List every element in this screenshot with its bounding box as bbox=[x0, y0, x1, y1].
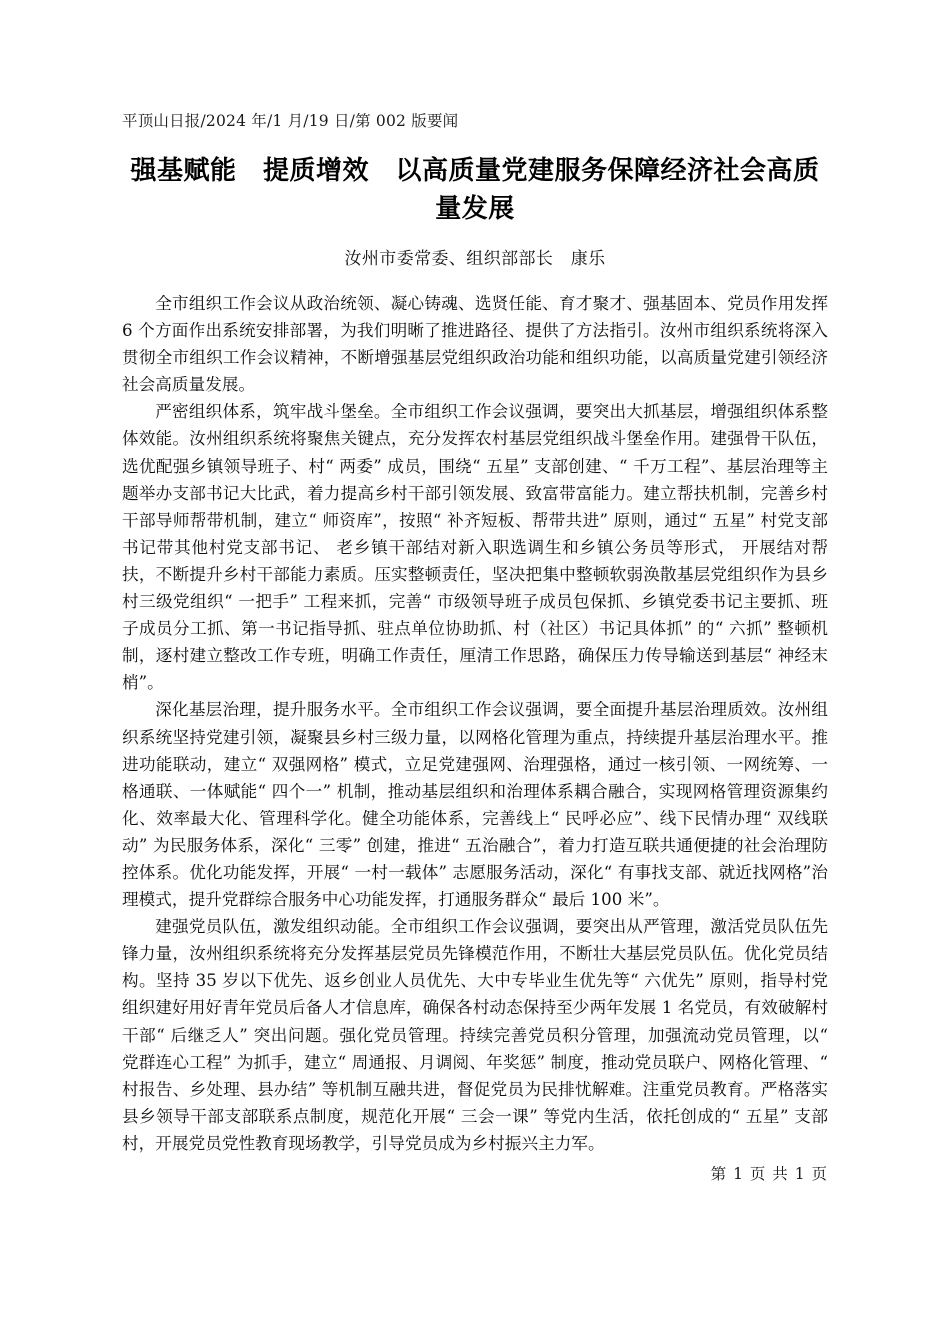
body-paragraph: 全市组织工作会议从政治统领、凝心铸魂、选贤任能、育才聚才、强基固本、党员作用发挥 6 个方面作出系统安排部署，为我们明晰了推进路径、提供了方法指引。汝州市组织系统将深入贯彻全市组织工作会议精神，不断增强基层党组织政治功能和组织功能，以高质量党建引领经济社会高质量发展。 bbox=[122, 294, 828, 395]
page-number-footer: 第 1 页 共 1 页 bbox=[710, 1165, 828, 1183]
article-body bbox=[122, 290, 828, 1157]
body-paragraph: 深化基层治理，提升服务水平。全市组织工作会议强调，要全面提升基层治理质效。汝州组织系统坚持党建引领，凝聚县乡村三级力量，以网格化管理为重点，持续提升基层治理水平。推进功能联动，建立“ 双强网格” 模式，立足党建强网、治理强格，通过一核引领、一网统筹、一格通联、一体赋能“ 四个一” 机制，推动基层组织和治理体系耦合融合，实现网格管理资源集约化、效率最大化、管理科学化。健全功能体系，完善线上“ 民呼必应”、线下民情办理“ 双线联动” 为民服务体系，深化“ 三零” 创建，推进“ 五治融合”，着力打造互联共通便捷的社会治理防控体系。优化功能发挥，开展“ 一村一载体” 志愿服务活动，深化“ 有事找支部、就近找网格”治理模式，提升党群综合服务中心功能发挥，打通服务群众“ 最后 100 米”。 bbox=[122, 700, 828, 910]
publication-source-line: 平顶山日报/2024 年/1 月/19 日/第 002 版要闻 bbox=[122, 112, 459, 130]
body-paragraph: 建强党员队伍，激发组织动能。全市组织工作会议强调，要突出从严管理，激活党员队伍先锋力量，汝州组织系统将充分发挥基层党员先锋模范作用，不断壮大基层党员队伍。优化党员结构。坚持 35 岁以下优先、返乡创业人员优先、大中专毕业生优先等“ 六优先” 原则，指导村党组织建好用好青年党员后备人才信息库，确保各村动态保持至少两年发展 1 名党员，有效破解村干部“ 后继乏人” 突出问题。强化党员管理。持续完善党员积分管理，加强流动党员管理，以“ 党群连心工程” 为抓手，建立“ 周通报、月调阅、年奖惩” 制度，推动党员联户、网格化管理、“ 村报告、乡处理、县办结” 等机制互融共进，督促党员为民排忧解难。注重党员教育。严格落实县乡领导干部支部联系点制度，规范化开展“ 三会一课” 等党内生活，依托创成的“ 五星” 支部村，开展党员党性教育现场教学，引导党员成为乡村振兴主力军。 bbox=[122, 917, 828, 1153]
article-byline: 汝州市委常委、组织部部长 康乐 bbox=[344, 249, 606, 269]
body-paragraph: 严密组织体系，筑牢战斗堡垒。全市组织工作会议强调，要突出大抓基层，增强组织体系整体效能。汝州组织系统将聚焦关键点，充分发挥农村基层党组织战斗堡垒作用。建强骨干队伍，选优配强乡镇领导班子、村“ 两委” 成员，围绕“ 五星” 支部创建、“ 千万工程”、基层治理等主题举办支部书记大比武，着力提高乡村干部引领发展、致富带富能力。建立帮扶机制，完善乡村干部导师帮带机制，建立“ 师资库”，按照“ 补齐短板、帮带共进” 原则，通过“ 五星” 村党支部书记带其他村党支部书记、 老乡镇干部结对新入职选调生和乡镇公务员等形式， 开展结对帮扶，不断提升乡村干部能力素质。压实整顿责任，坚决把集中整顿软弱涣散基层党组织作为县乡村三级党组织“ 一把手” 工程来抓，完善“ 市级领导班子成员包保抓、乡镇党委书记主要抓、班子成员分工抓、第一书记指导抓、驻点单位协助抓、村（社区）书记具体抓” 的“ 六抓” 整顿机制，逐村建立整改工作专班，明确工作责任，厘清工作思路，确保压力传导输送到基层“ 神经末梢”。 bbox=[122, 402, 828, 693]
document-content bbox=[122, 108, 828, 1157]
article-title: 强基赋能 提质增效 以高质量党建服务保障经济社会高质量发展 bbox=[130, 156, 820, 224]
